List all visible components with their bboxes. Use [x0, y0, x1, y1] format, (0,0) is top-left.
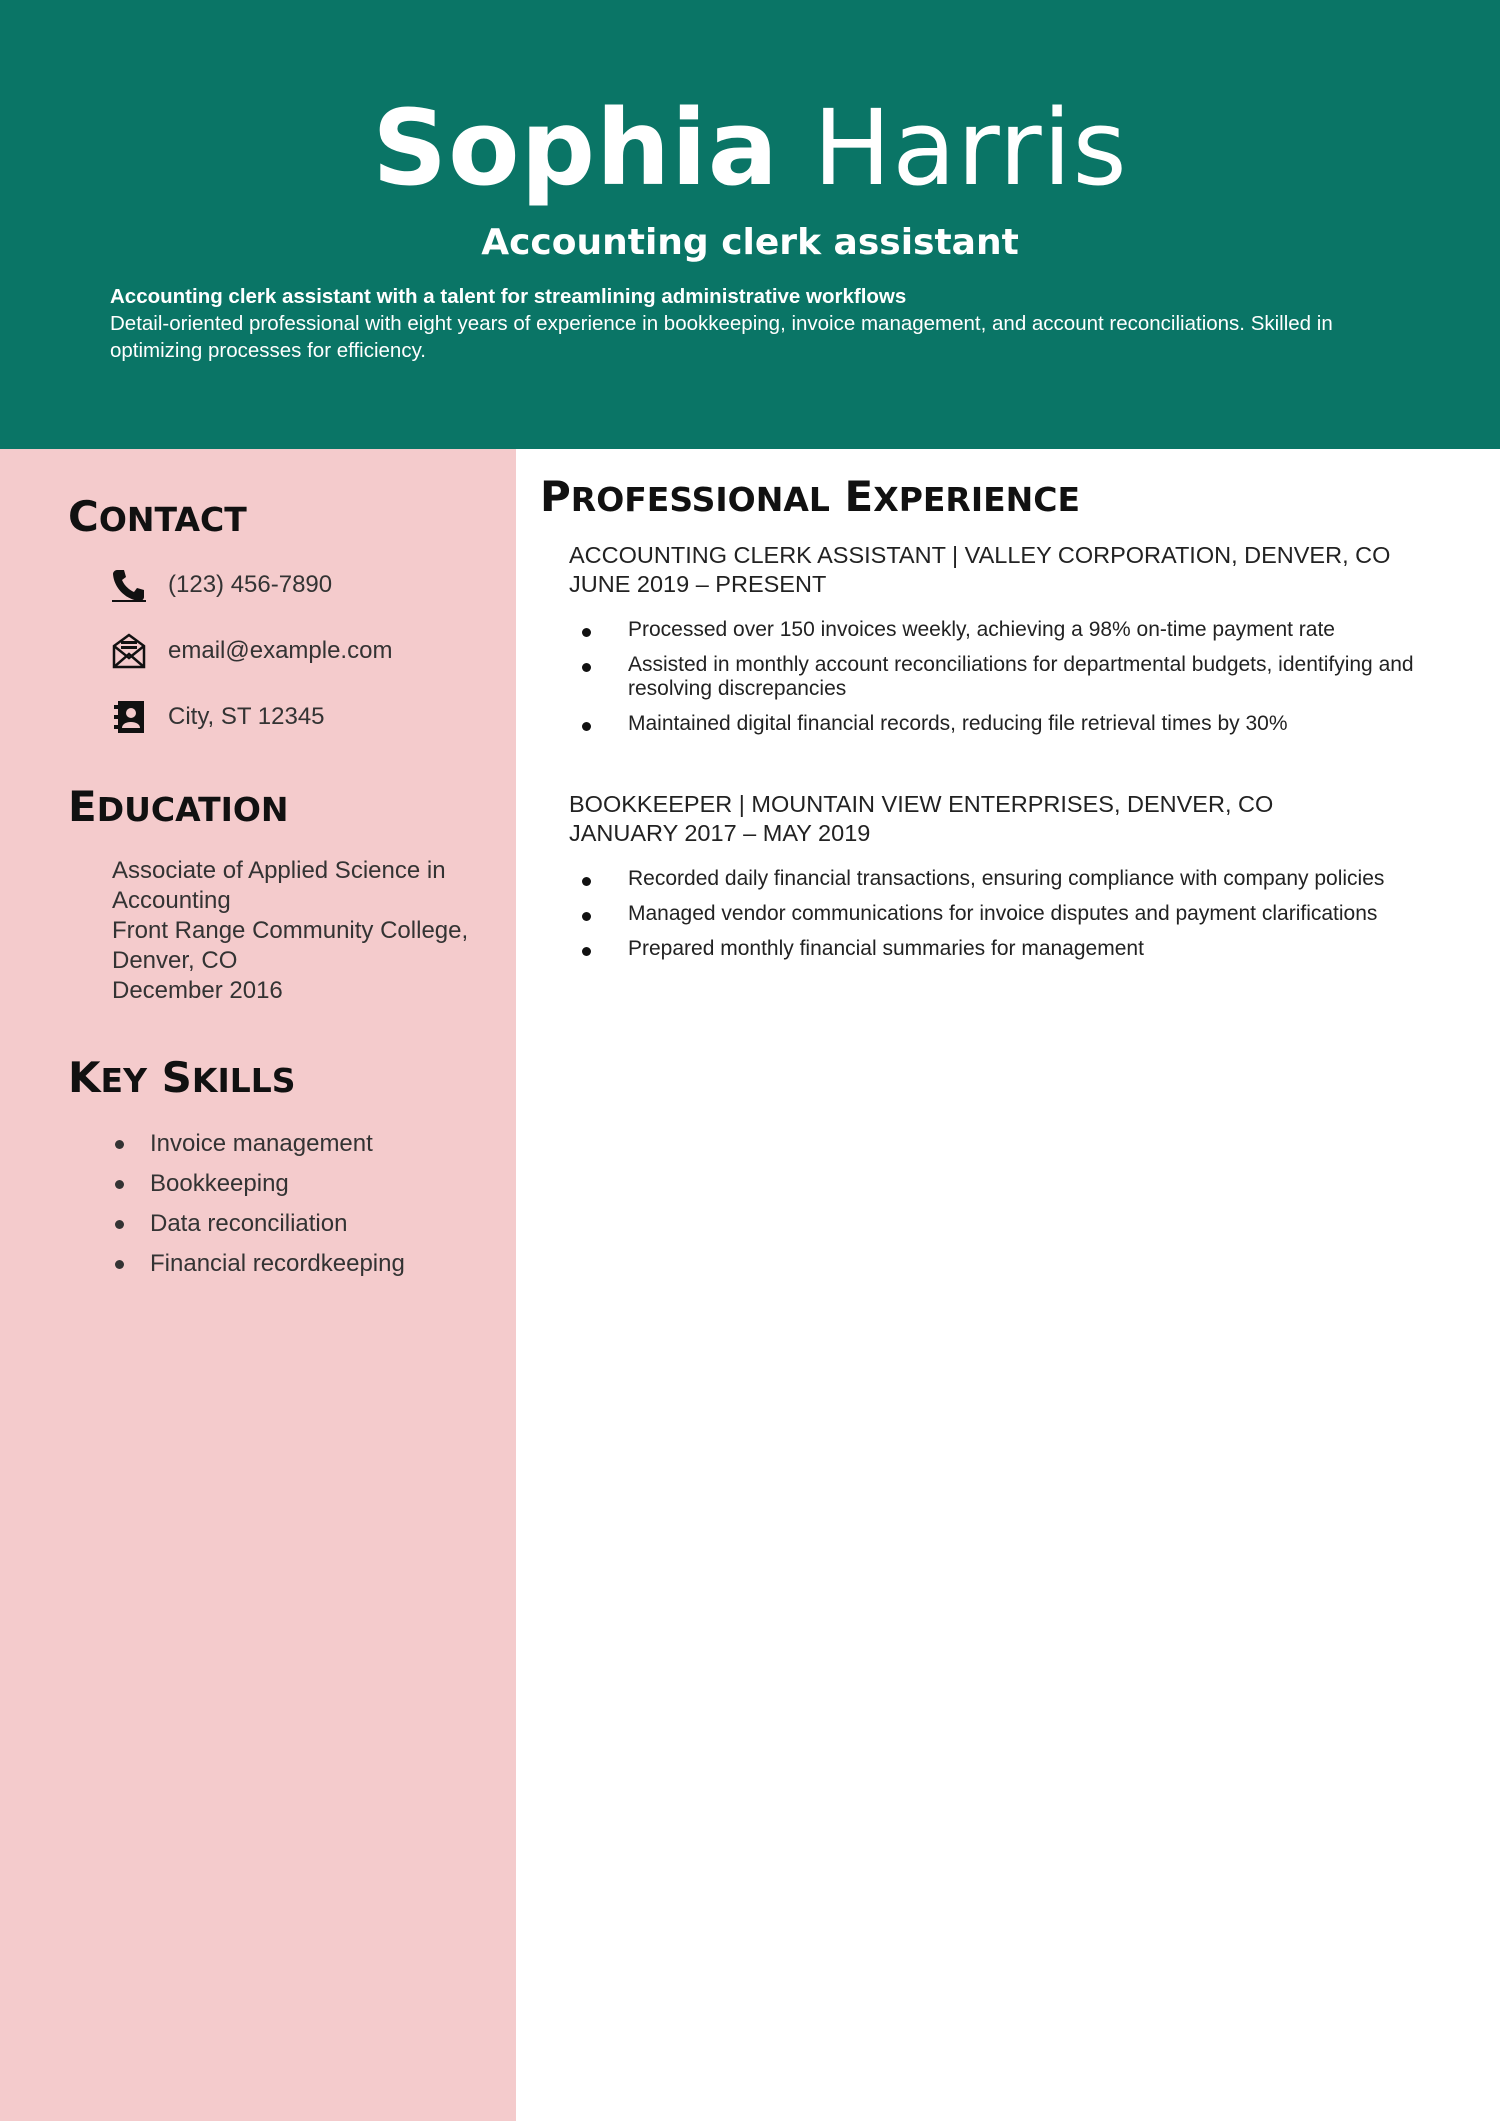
phone-icon — [110, 566, 148, 604]
contact-heading: CONTACT — [68, 492, 247, 541]
list-item: Bookkeeping — [112, 1168, 405, 1208]
summary-headline: Accounting clerk assistant with a talent for streamlining administrative workflows — [110, 285, 907, 308]
experience-heading: PROFESSIONAL EXPERIENCE — [540, 472, 1081, 521]
phone-text: (123) 456-7890 — [168, 571, 333, 598]
job-entry-title: BOOKKEEPER | MOUNTAIN VIEW ENTERPRISES, DENVER, CO — [569, 791, 1274, 817]
job-bullets — [579, 867, 1479, 961]
first-name: Sophia — [372, 87, 779, 209]
job-entry-title: ACCOUNTING CLERK ASSISTANT | VALLEY CORPORATION, DENVER, CO — [569, 542, 1391, 568]
job-entry — [569, 541, 1469, 747]
contact-email — [110, 631, 393, 671]
last-name: Harris — [813, 87, 1128, 209]
skills-heading: KEY SKILLS — [68, 1053, 296, 1102]
list-item: Assisted in monthly account reconciliations for departmental budgets, identifying and resolving discrepancies — [579, 653, 1479, 701]
contact-address — [110, 697, 325, 737]
candidate-name — [0, 88, 1500, 208]
contact-phone — [110, 565, 333, 605]
education-school: Front Range Community College, Denver, CO — [112, 917, 469, 974]
summary-text: Detail-oriented professional with eight years of experience in bookkeeping, invoice management, and account reconciliations. Skilled in optimizing processes for efficiency. — [110, 312, 1333, 362]
header-banner — [0, 0, 1500, 449]
list-item: Financial recordkeeping — [112, 1248, 405, 1288]
skills-list — [112, 1128, 405, 1288]
job-bullets — [579, 618, 1479, 736]
job-title: Accounting clerk assistant — [481, 222, 1019, 263]
education-date: December 2016 — [112, 977, 283, 1004]
envelope-icon — [110, 632, 148, 670]
education-entry — [112, 856, 492, 1006]
list-item: Managed vendor communications for invoice disputes and payment clarifications — [579, 902, 1479, 926]
address-text: City, ST 12345 — [168, 703, 325, 730]
job-entry-dates: JUNE 2019 – PRESENT — [569, 571, 827, 597]
education-heading: EDUCATION — [68, 782, 289, 831]
list-item: Prepared monthly financial summaries for management — [579, 937, 1479, 961]
job-entry-dates: JANUARY 2017 – MAY 2019 — [569, 820, 871, 846]
list-item: Data reconciliation — [112, 1208, 405, 1248]
education-degree: Associate of Applied Science in Accounting — [112, 857, 446, 914]
job-entry — [569, 790, 1469, 972]
list-item: Maintained digital financial records, reducing file retrieval times by 30% — [579, 712, 1479, 736]
list-item: Invoice management — [112, 1128, 405, 1168]
list-item: Processed over 150 invoices weekly, achieving a 98% on-time payment rate — [579, 618, 1479, 642]
address-book-icon — [110, 698, 148, 736]
list-item: Recorded daily financial transactions, ensuring compliance with company policies — [579, 867, 1479, 891]
email-text: email@example.com — [168, 637, 393, 664]
